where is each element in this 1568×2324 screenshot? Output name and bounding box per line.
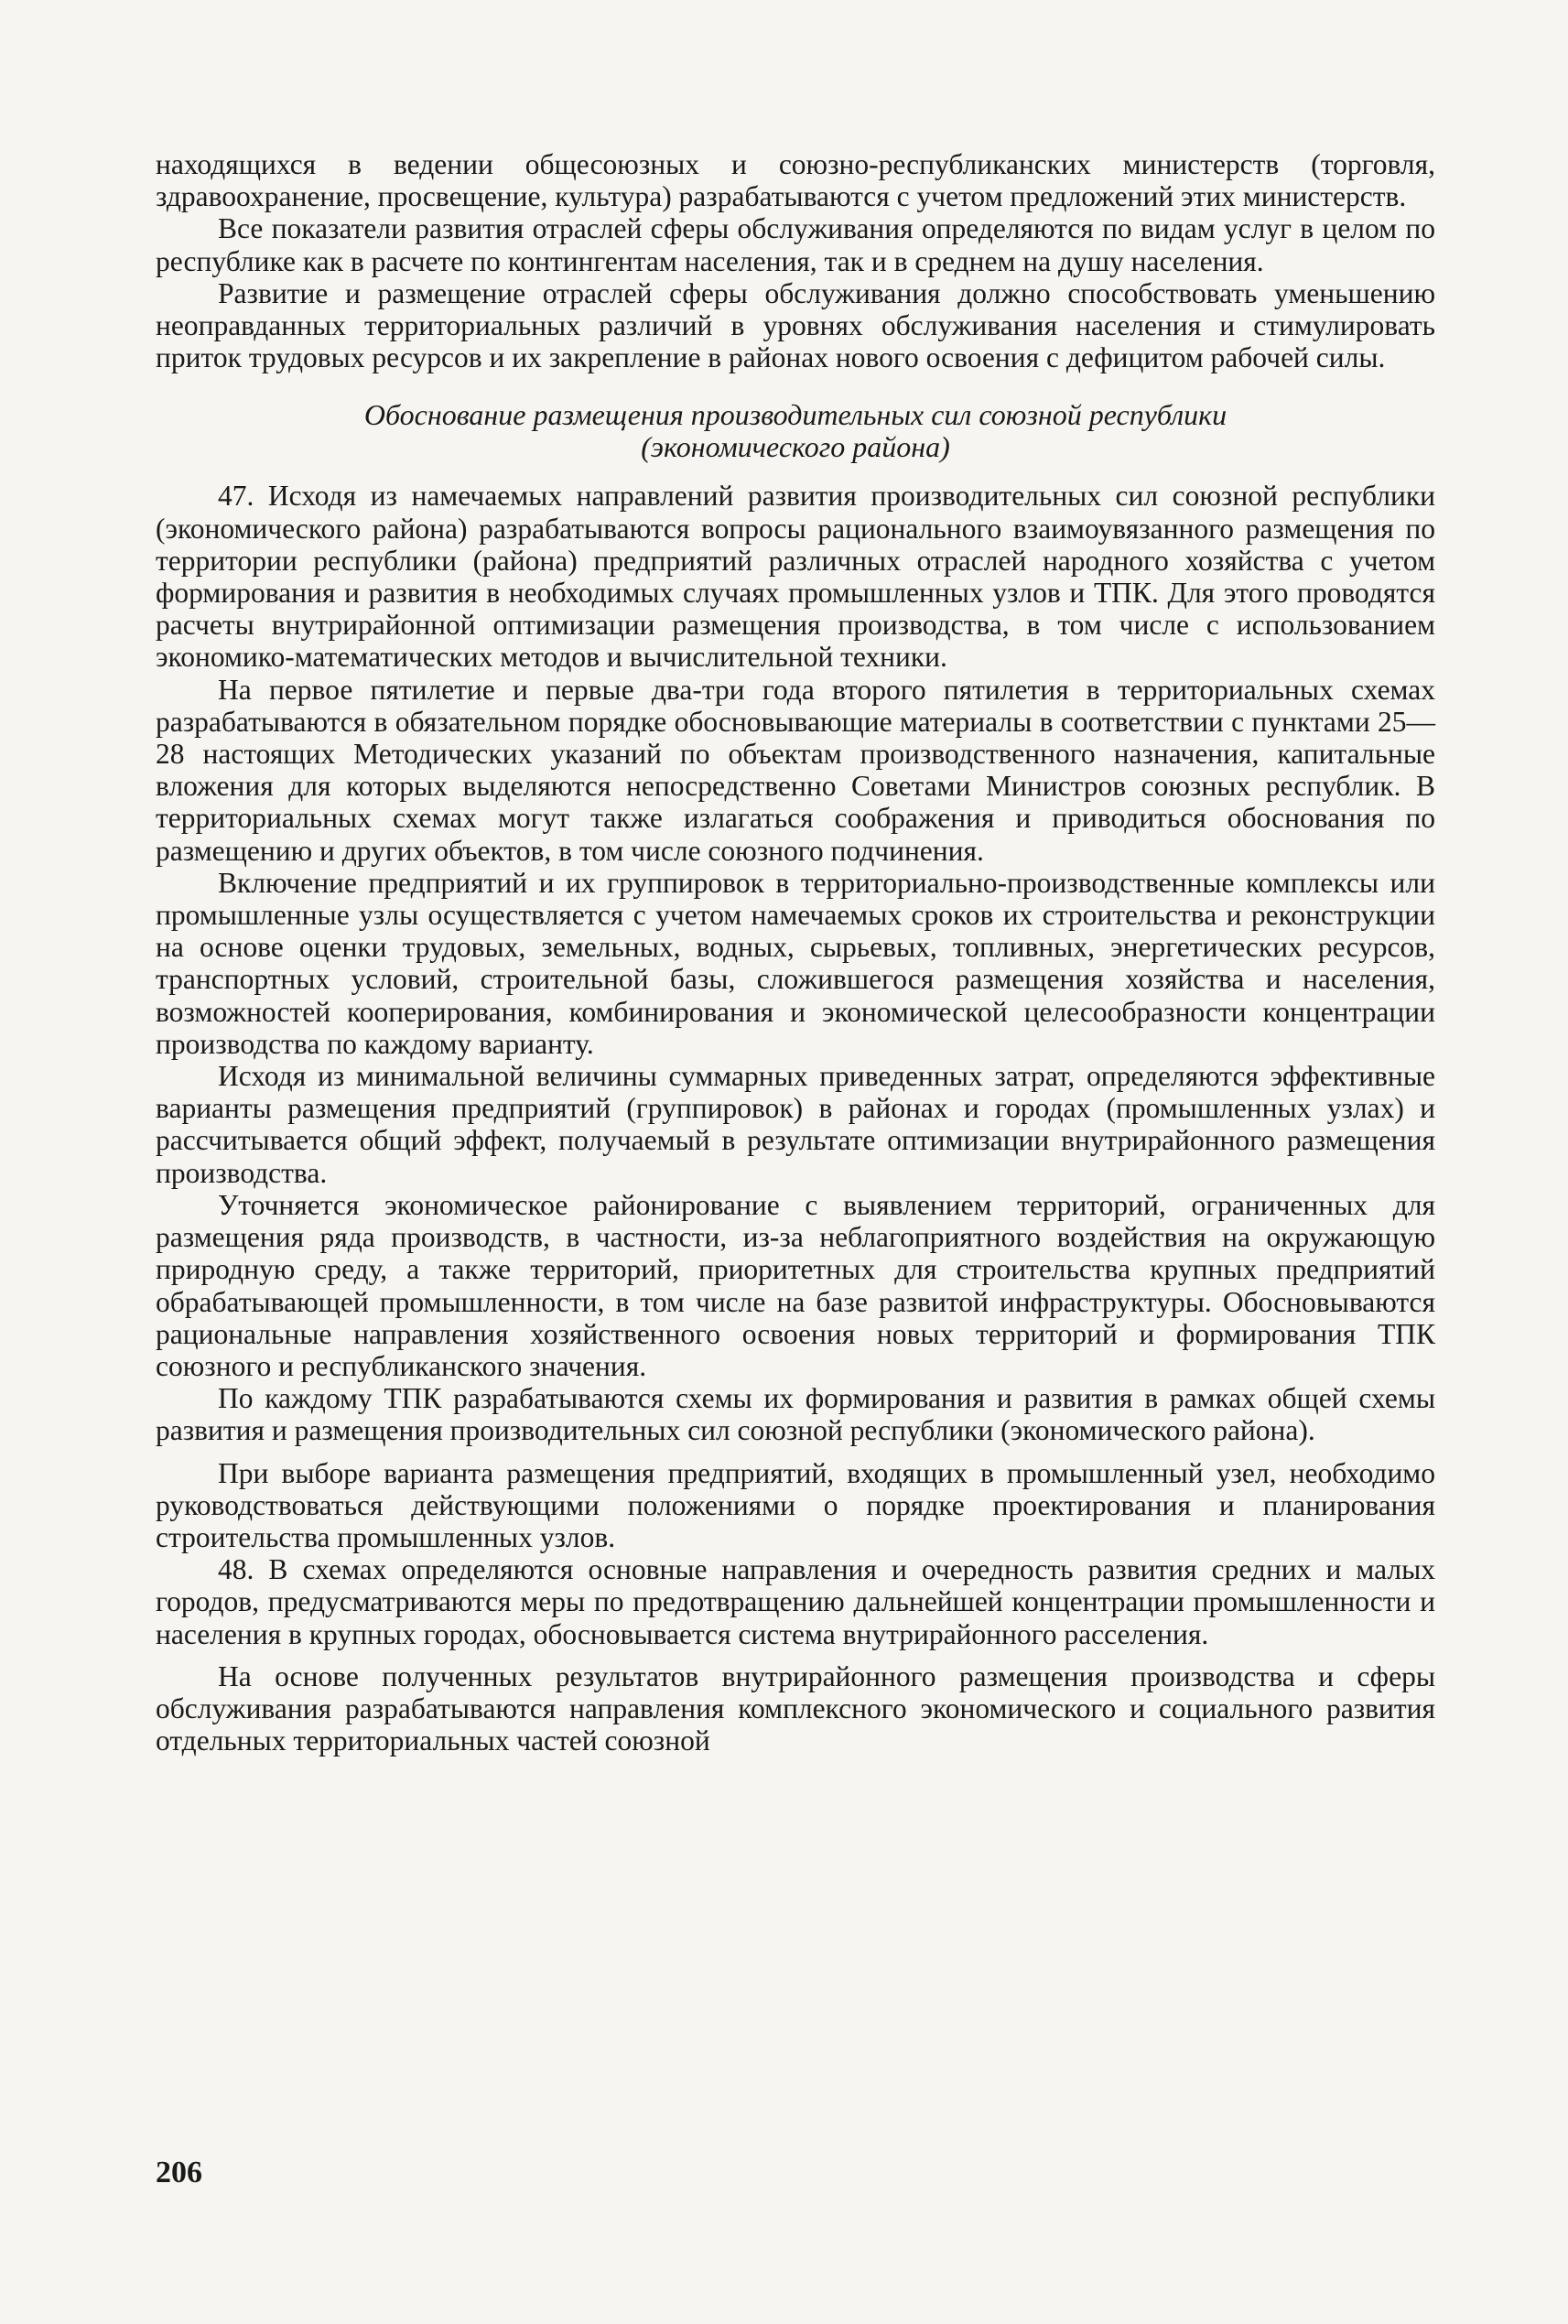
paragraph-inclusion: Включение предприятий и их группировок в территориально-производственные комплексы или промышленные узлы осуществляется с учетом намечаемых сроков их строительства и реконструкции на основе оценки трудовых, земельных, водных, сырьевых, топливных, энергетических ресурсов, транспортных условий, строительной базы, сложившегося размещения хозяйства и населения, возможностей кооперирования, комбинирования и экономической целесообразности концентрации производства по каждому варианту. xyxy=(156,866,1435,1060)
paragraph-item-47: 47. Исходя из намечаемых направлений развития производительных сил союзной республики (экономического района) разрабатываются вопросы рационального взаимоувязанного размещения по территории республики (района) предприятий различных отраслей народного хозяйства с учетом формирования и развития в необходимых случаях промышленных узлов и ТПК. Для этого проводятся расчеты внутрирайонной оптимизации размещения производства, в том числе с использованием экономико-математических методов и вычислительной техники. xyxy=(156,480,1435,674)
paragraph-industrial-node: При выборе варианта размещения предприятий, входящих в промышленный узел, необходимо руководствоваться действующими положениями о порядке проектирования и планирования строительства промышленных узлов. xyxy=(156,1456,1435,1553)
body-text xyxy=(156,148,1435,1757)
paragraph-minimal-costs: Исходя из минимальной величины суммарных приведенных затрат, определяются эффективные варианты размещения предприятий (группировок) в районах и городах (промышленных узлах) и рассчитывается общий эффект, получаемый в результате оптимизации внутрирайонного размещения производства. xyxy=(156,1060,1435,1189)
section-heading xyxy=(156,399,1435,463)
section-heading-line-1: Обоснование размещения производительных сил союзной республики xyxy=(363,398,1227,432)
paragraph-tpk-schemes: По каждому ТПК разрабатываются схемы их формирования и развития в рамках общей схемы развития и размещения производительных сил союзной республики (экономического района). xyxy=(156,1382,1435,1447)
section-heading-line-2: (экономического района) xyxy=(641,430,950,464)
paragraph-item-48: 48. В схемах определяются основные направления и очередность развития средних и малых городов, предусматриваются меры по предотвращению дальнейшей концентрации промышленности и населения в крупных городах, обосновывается система внутрирайонного расселения. xyxy=(156,1553,1435,1650)
paragraph-service-indicators: Все показатели развития отраслей сферы обслуживания определяются по видам услуг в целом по республике как в расчете по контингентам населения, так и в среднем на душу населения. xyxy=(156,212,1435,277)
paragraph-continuation: находящихся в ведении общесоюзных и союзно-республиканских министерств (торговля, здравоохранение, просвещение, культура) разрабатываются с учетом предложений этих министерств. xyxy=(156,148,1435,213)
page-number: 206 xyxy=(156,2156,202,2189)
paragraph-results: На основе полученных результатов внутрирайонного размещения производства и сферы обслуживания разрабатываются направления комплексного экономического и социального развития отдельных территориальных частей союзной xyxy=(156,1659,1435,1757)
paragraph-service-development: Развитие и размещение отраслей сферы обслуживания должно способствовать уменьшению неоправданных территориальных различий в уровнях обслуживания населения и стимулировать приток трудовых ресурсов и их закрепление в районах нового освоения с дефицитом рабочей силы. xyxy=(156,276,1435,374)
paragraph-zoning: Уточняется экономическое районирование с выявлением территорий, ограниченных для размещения ряда производств, в частности, из-за неблагоприятного воздействия на окружающую природную среду, а также территорий, приоритетных для строительства крупных предприятий обрабатывающей промышленности, в том числе на базе развитой инфраструктуры. Обосновываются рациональные направления хозяйственного освоения новых территорий и формирования ТПК союзного и республиканского значения. xyxy=(156,1188,1435,1382)
paragraph-first-five-year: На первое пятилетие и первые два-три года второго пятилетия в территориальных схемах разрабатываются в обязательном порядке обосновывающие материалы в соответствии с пунктами 25—28 настоящих Методических указаний по объектам производственного назначения, капитальные вложения для которых выделяются непосредственно Советами Министров союзных республик. В территориальных схемах могут также излагаться соображения и приводиться обоснования по размещению и других объектов, в том числе союзного подчинения. xyxy=(156,673,1435,867)
